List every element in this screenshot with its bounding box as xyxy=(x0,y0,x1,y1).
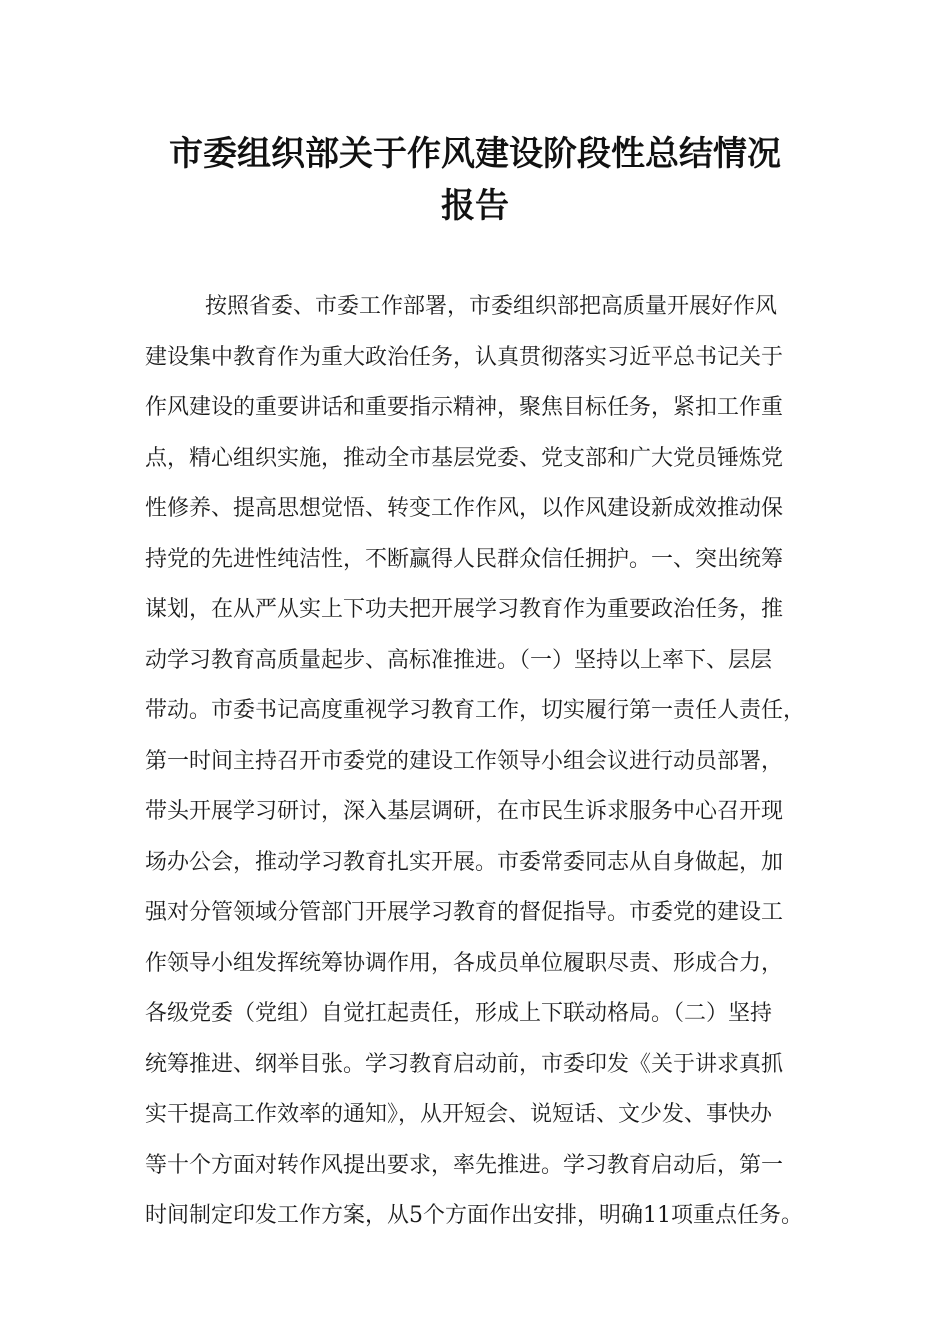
body-line: 等十个方面对转作风提出要求，率先推进。学习教育启动后，第一 xyxy=(145,1152,784,1178)
body-line: 强对分管领域分管部门开展学习教育的督促指导。市委党的建设工 xyxy=(145,900,784,925)
body-line: 场办公会，推动学习教育扎实开展。市委常委同志从自身做起，加 xyxy=(145,849,784,875)
body-line: 谋划，在从严从实上下功夫把开展学习教育作为重要政治任务，推 xyxy=(145,597,784,622)
body-line: 点，精心组织实施，推动全市基层党委、党支部和广大党员锤炼党 xyxy=(145,445,784,471)
document-body xyxy=(145,282,811,1242)
body-line: 持党的先进性纯洁性，不断赢得人民群众信任拥护。一、突出统筹 xyxy=(145,546,784,572)
title-line-2: 报告 xyxy=(441,186,509,226)
title-line-1: 市委组织部关于作风建设阶段性总结情况 xyxy=(169,134,781,174)
body-line: 建设集中教育作为重大政治任务，认真贯彻落实习近平总书记关于 xyxy=(145,344,784,370)
body-line: 按照省委、市委工作部署，市委组织部把高质量开展好作风 xyxy=(205,294,778,319)
body-line: 各级党委（党组）自觉扛起责任，形成上下联动格局。（二）坚持 xyxy=(145,1001,773,1026)
body-line: 动学习教育高质量起步、高标准推进。（一）坚持以上率下、层层 xyxy=(145,647,773,673)
body-line: 作风建设的重要讲话和重要指示精神，聚焦目标任务，紧扣工作重 xyxy=(145,395,784,420)
body-line: 带头开展学习研讨，深入基层调研，在市民生诉求服务中心召开现 xyxy=(145,799,784,824)
body-line: 带动。市委书记高度重视学习教育工作，切实履行第一责任人责任， xyxy=(145,698,806,723)
body-line: 实干提高工作效率的通知》，从开短会、说短话、文少发、事快办 xyxy=(145,1102,773,1127)
body-line: 时间制定印发工作方案，从5个方面作出安排，明确11项重点任务。 xyxy=(145,1203,803,1228)
body-line: 性修养、提高思想觉悟、转变工作作风，以作风建设新成效推动保 xyxy=(145,496,784,521)
body-line: 第一时间主持召开市委党的建设工作领导小组会议进行动员部署， xyxy=(145,748,784,774)
body-line: 统筹推进、纲举目张。学习教育启动前，市委印发《关于讲求真抓 xyxy=(145,1051,784,1077)
document-title xyxy=(120,128,830,232)
body-line: 作领导小组发挥统筹协调作用，各成员单位履职尽责、形成合力， xyxy=(145,950,784,976)
